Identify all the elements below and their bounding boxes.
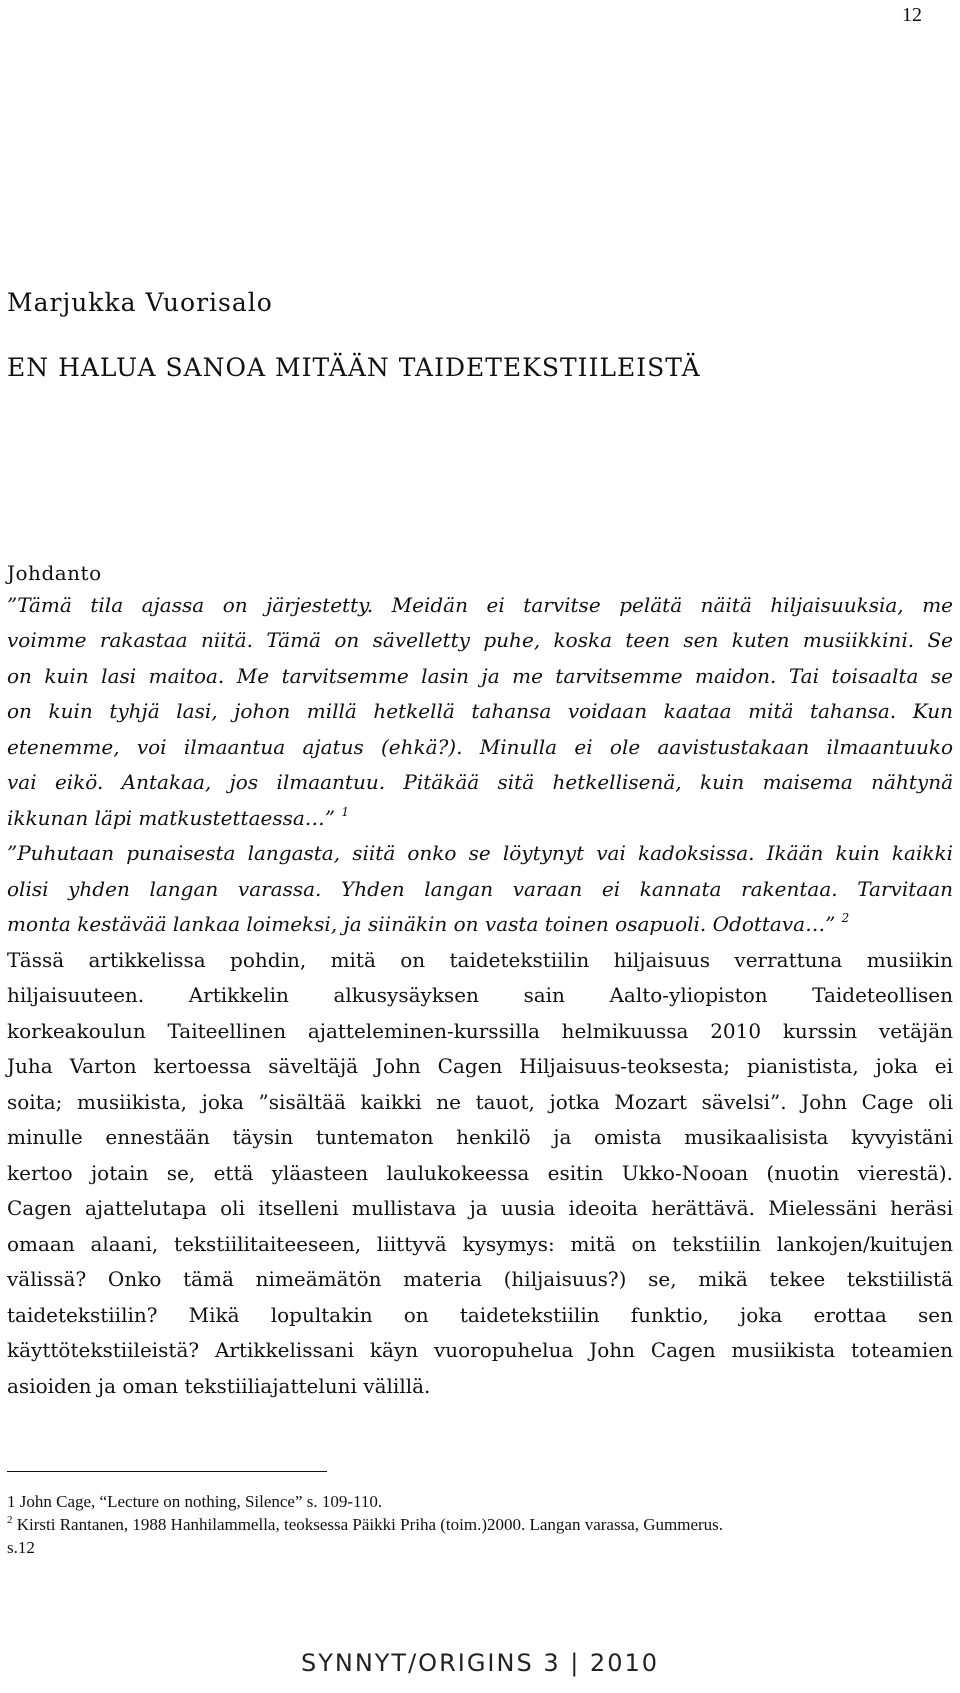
body-line: minulle ennestään täysin tuntematon henkilö ja omista musikaalisista kyvyistäni	[7, 1125, 953, 1149]
footnote-2	[7, 1514, 723, 1536]
page-number: 12	[902, 4, 922, 26]
footnote-separator	[7, 1471, 327, 1472]
quote2-text: monta kestävää lankaa loimeksi, ja siinäkin on vasta toinen osapuoli. Odottava…”	[7, 912, 836, 936]
quote1-line: on kuin lasi maitoa. Me tarvitsemme lasin ja me tarvitsemme maidon. Tai toisaalta se	[7, 664, 953, 688]
footnote-1: 1 John Cage, “Lecture on nothing, Silence” s. 109-110.	[7, 1492, 383, 1511]
quote1-line: on kuin tyhjä lasi, johon millä hetkellä tahansa voidaan kaataa mitä tahansa. Kun	[7, 699, 953, 723]
body-line: Cagen ajattelutapa oli itselleni mullistava ja uusia ideoita herättävä. Mielessäni heräsi	[7, 1196, 953, 1220]
quote1-line: voimme rakastaa niitä. Tämä on sävelletty puhe, koska teen sen kuten musiikkini. Se	[7, 628, 953, 652]
body-line: käyttötekstiileistä? Artikkelissani käyn vuoropuhelua John Cagen musiikista toteamien	[7, 1338, 953, 1362]
body-line: omaan alaani, tekstiilitaiteeseen, liittyvä kysymys: mitä on tekstiilin lankojen/kuitujen	[7, 1232, 953, 1256]
body-line: Tässä artikkelissa pohdin, mitä on taidetekstiilin hiljaisuus verrattuna musiikin	[7, 948, 953, 972]
quote1-line: vai eikö. Antakaa, jos ilmaantuu. Pitäkää sitä hetkellisenä, kuin maisema nähtynä	[7, 770, 953, 794]
section-heading: Johdanto	[7, 561, 102, 585]
body-line: kertoo jotain se, että yläasteen laulukokeessa esitin Ukko-Nooan (nuotin vierestä).	[7, 1161, 953, 1185]
body-line: soita; musiikista, joka ”sisältää kaikki ne tauot, jotka Mozart sävelsi”. John Cage oli	[7, 1090, 953, 1114]
quote2-line: ”Puhutaan punaisesta langasta, siitä onko se löytynyt vai kadoksissa. Ikään kuin kaikki	[7, 841, 953, 865]
quote2-last-line	[7, 910, 953, 938]
body-line	[7, 981, 953, 1009]
body-line: asioiden ja oman tekstiiliajatteluni välillä.	[7, 1374, 431, 1398]
body-line: välissä? Onko tämä nimeämätön materia (hiljaisuus?) se, mikä tekee tekstiilistä	[7, 1267, 953, 1291]
body-text: Artikkelin alkusysäyksen sain Aalto-yliopiston Taideteollisen	[188, 983, 953, 1007]
body-line: korkeakoulun Taiteellinen ajatteleminen-kurssilla helmikuussa 2010 kurssin vetäjän	[7, 1019, 953, 1043]
author-name: Marjukka Vuorisalo	[7, 288, 273, 317]
journal-footer: SYNNYT/ORIGINS 3 | 2010	[300, 1649, 660, 1677]
article-title: EN HALUA SANOA MITÄÄN TAIDETEKSTIILEISTÄ	[7, 353, 701, 382]
quote1-last-line	[7, 804, 953, 832]
body-line: Juha Varton kertoessa säveltäjä John Cagen Hiljaisuus-teoksesta; pianistista, joka ei	[7, 1054, 953, 1078]
quote2-line: olisi yhden langan varassa. Yhden langan varaan ei kannata rakentaa. Tarvitaan	[7, 877, 953, 901]
quote1-line: etenemme, voi ilmaantua ajatus (ehkä?). Minulla ei ole aavistustakaan ilmaantuuko	[7, 735, 953, 759]
body-text: hiljaisuuteen.	[7, 983, 145, 1007]
footnote-2-continuation: s.12	[7, 1538, 35, 1557]
footnote-ref-2: 2	[841, 911, 850, 925]
footnote-2-text: Kirsti Rantanen, 1988 Hanhilammella, teoksessa Päikki Priha (toim.)2000. Langan varassa, Gummerus.	[12, 1515, 724, 1534]
footnote-2-number: 2	[7, 1514, 13, 1526]
footnote-ref-1: 1	[341, 805, 350, 819]
quote1-line: ”Tämä tila ajassa on järjestetty. Meidän ei tarvitse pelätä näitä hiljaisuuksia, me	[7, 593, 953, 617]
quote1-text: ikkunan läpi matkustettaessa…”	[7, 806, 336, 830]
body-line: taidetekstiilin? Mikä lopultakin on taidetekstiilin funktio, joka erottaa sen	[7, 1303, 953, 1327]
